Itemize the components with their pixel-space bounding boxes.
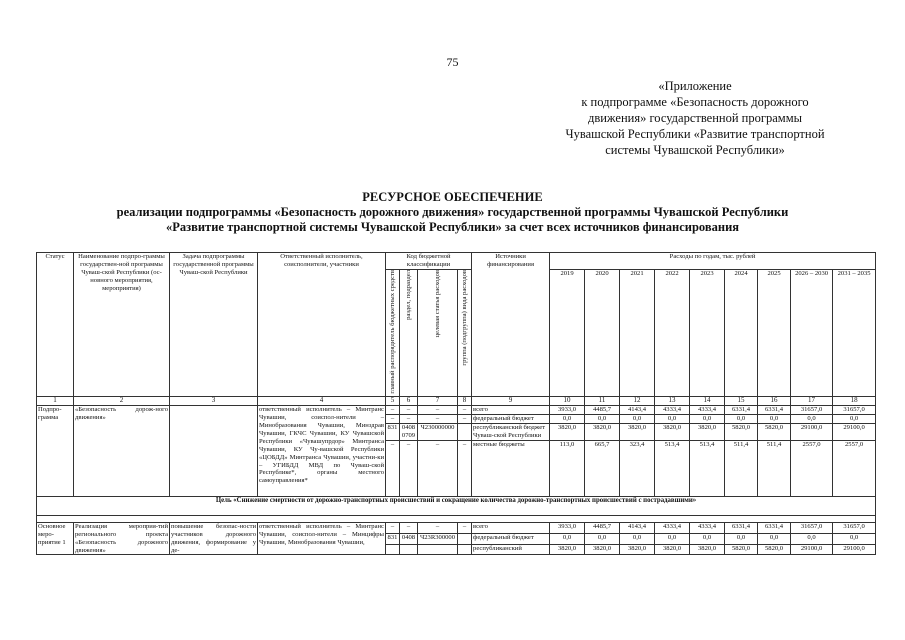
cell-value: 3820,0 [655, 424, 690, 441]
header-code-vr: группа (подгруппа) вида расходов [458, 269, 472, 397]
cell-value: 511,4 [758, 440, 791, 496]
col-number: 5 [386, 397, 400, 406]
cell-rz: – [400, 406, 418, 415]
cell-value: 2557,0 [833, 440, 876, 496]
row-task [170, 406, 258, 497]
cell-value: 6331,4 [725, 406, 758, 415]
cell-source: всего [472, 406, 550, 415]
cell-vr: – [458, 415, 472, 424]
cell-value: 3820,0 [585, 424, 620, 441]
header-budget-code: Код бюджетной классификации [386, 253, 472, 270]
header-expenses: Расходы по годам, тыс. рублей [550, 253, 876, 270]
cell-value: 4485,7 [585, 522, 620, 533]
cell-vr: – [458, 406, 472, 415]
cell-cs: – [418, 440, 458, 496]
col-number: 15 [725, 397, 758, 406]
cell-gr: 831 [386, 424, 400, 441]
appendix-line: движения» государственной программы [587, 111, 803, 125]
cell-rz: – [400, 440, 418, 496]
cell-cs: Ч230000000 [418, 424, 458, 441]
cell-cs: – [418, 406, 458, 415]
cell-value: 31657,0 [791, 522, 833, 533]
col-number: 16 [758, 397, 791, 406]
cell-value: 5820,0 [725, 424, 758, 441]
header-task: Задача подпрограммы государственной программы Чуваш-ской Республики [170, 253, 258, 397]
cell-cs: Ч23R300000 [418, 533, 458, 544]
cell-value: 0,0 [620, 533, 655, 544]
cell-source: местные бюджеты [472, 440, 550, 496]
cell-value: 3820,0 [550, 424, 585, 441]
cell-value: 3820,0 [690, 424, 725, 441]
appendix-line: «Приложение [658, 79, 732, 93]
table-row [37, 522, 876, 533]
appendix-line: Чувашской Республики «Развитие транспортной [565, 127, 825, 141]
cell-value: 29100,0 [791, 544, 833, 555]
header-year: 2020 [585, 269, 620, 397]
cell-value: 513,4 [690, 440, 725, 496]
cell-value: 3933,0 [550, 522, 585, 533]
header-year: 2026 – 2030 [791, 269, 833, 397]
appendix-line: к подпрограмме «Безопасность дорожного [581, 95, 809, 109]
col-number: 7 [418, 397, 458, 406]
cell-source: федеральный бюджет [472, 533, 550, 544]
document-title: РЕСУРСНОЕ ОБЕСПЕЧЕНИЕ [362, 190, 543, 204]
cell-value: 3933,0 [550, 406, 585, 415]
cell-value: 31657,0 [833, 406, 876, 415]
cell-value: 665,7 [585, 440, 620, 496]
header-year: 2025 [758, 269, 791, 397]
cell-value: 6331,4 [725, 522, 758, 533]
cell-value: 3820,0 [620, 544, 655, 555]
cell-rz: – [400, 522, 418, 533]
table-row [37, 406, 876, 415]
document-subtitle: «Развитие транспортной системы Чувашской Республики» за счет всех источников финансирования [165, 220, 740, 234]
cell-vr: – [458, 440, 472, 496]
cell-value: 31657,0 [833, 522, 876, 533]
cell-source: федеральный бюджет [472, 415, 550, 424]
document-heading [40, 190, 865, 235]
cell-value: 323,4 [620, 440, 655, 496]
header-year: 2021 [620, 269, 655, 397]
header-code-rz: раздел, подраздел [400, 269, 418, 397]
header-code-cs: целевая статья расходов [418, 269, 458, 397]
col-number: 14 [690, 397, 725, 406]
cell-rz [400, 544, 418, 555]
col-number: 2 [74, 397, 170, 406]
cell-value: 0,0 [690, 533, 725, 544]
cell-value: 0,0 [655, 533, 690, 544]
header-sources: Источники финансирования [472, 253, 550, 397]
cell-vr [458, 424, 472, 441]
header-year: 2031 – 2035 [833, 269, 876, 397]
header-code-gr: главный распорядитель бюджетных средств [386, 269, 400, 397]
col-number: 4 [258, 397, 386, 406]
cell-value: 4333,4 [655, 406, 690, 415]
cell-value: 4333,4 [690, 522, 725, 533]
cell-value: 2557,0 [791, 440, 833, 496]
cell-vr: – [458, 522, 472, 533]
col-number: 13 [655, 397, 690, 406]
cell-value: 5820,0 [758, 544, 791, 555]
col-number: 11 [585, 397, 620, 406]
cell-value: 29100,0 [833, 544, 876, 555]
cell-value: 3820,0 [585, 544, 620, 555]
header-year: 2023 [690, 269, 725, 397]
col-number: 3 [170, 397, 258, 406]
cell-value: 0,0 [690, 415, 725, 424]
cell-rz: 0408 [400, 533, 418, 544]
cell-value: 0,0 [833, 415, 876, 424]
row-executor: ответственный исполнитель – Минтранс Чувашии, соиспол-нители – Минцифры Чувашии, Минобразования Чувашии, [258, 522, 386, 555]
cell-value: 513,4 [655, 440, 690, 496]
goal-text: Цель «Снижение смертности от дорожно-транспортных происшествий и сокращение количества дорожно-транспортных происшествий с пострадавшими» [37, 496, 876, 515]
cell-value: 4333,4 [655, 522, 690, 533]
row-status: Основное меро-приятие 1 [37, 522, 74, 555]
cell-value: 3820,0 [655, 544, 690, 555]
cell-value: 511,4 [725, 440, 758, 496]
row-status: Подпро-грамма [37, 406, 74, 497]
cell-vr [458, 533, 472, 544]
document-subtitle: реализации подпрограммы «Безопасность дорожного движения» государственной программы Чувашской Республики [116, 205, 789, 219]
cell-cs: – [418, 415, 458, 424]
cell-value: 3820,0 [550, 544, 585, 555]
cell-gr: 831 [386, 533, 400, 544]
header-year: 2019 [550, 269, 585, 397]
cell-gr: – [386, 440, 400, 496]
table-header-row [37, 253, 876, 270]
col-number: 17 [791, 397, 833, 406]
cell-value: 29100,0 [833, 424, 876, 441]
cell-rz: – [400, 415, 418, 424]
col-number: 1 [37, 397, 74, 406]
cell-value: 4485,7 [585, 406, 620, 415]
cell-value: 0,0 [833, 533, 876, 544]
cell-value: 0,0 [550, 415, 585, 424]
cell-value: 6331,4 [758, 406, 791, 415]
spacer-row [37, 515, 876, 522]
header-name: Наименование подпро-граммы государствен-ной программы Чуваш-ской Республики (ос-новного мероприятия, мероприятия) [74, 253, 170, 397]
cell-source: всего [472, 522, 550, 533]
cell-value: 4143,4 [620, 406, 655, 415]
col-number: 6 [400, 397, 418, 406]
cell-value: 29100,0 [791, 424, 833, 441]
cell-vr [458, 544, 472, 555]
appendix-line: системы Чувашской Республики» [605, 143, 785, 157]
cell-gr: – [386, 406, 400, 415]
cell-value: 5820,0 [725, 544, 758, 555]
cell-value: 6331,4 [758, 522, 791, 533]
cell-value: 0,0 [585, 415, 620, 424]
cell-value: 0,0 [758, 533, 791, 544]
page-number: 75 [446, 55, 459, 69]
cell-cs [418, 544, 458, 555]
header-executor: Ответственный исполнитель, соисполнители, участники [258, 253, 386, 397]
col-number: 18 [833, 397, 876, 406]
cell-gr: – [386, 415, 400, 424]
header-year: 2022 [655, 269, 690, 397]
col-number: 10 [550, 397, 585, 406]
header-year: 2024 [725, 269, 758, 397]
cell-value: 31657,0 [791, 406, 833, 415]
goal-row [37, 496, 876, 515]
row-task: повышение безопас-ности участников дорожного движения, формирование у де- [171, 522, 256, 554]
cell-value: 0,0 [725, 415, 758, 424]
row-executor: ответственный исполнитель – Минтранс Чувашии, соиспол-нители – Минобразования Чувашии, Минздрав Чувашии, ГКЧС Чувашии, КУ Чувашской Республики «Чувашупрдор» Минтранса Чувашии, КУ Чу-вашской Республики «ЦОБДД» Минтранса Чувашии, участни-ки – УГИБДД МВД по Чуваш-ской Республике*, органы местного самоуправления* [258, 406, 386, 497]
cell-source: республиканский [472, 544, 550, 555]
cell-value: 4333,4 [690, 406, 725, 415]
cell-value: 113,0 [550, 440, 585, 496]
cell-cs: – [418, 522, 458, 533]
cell-gr [386, 544, 400, 555]
row-name: «Безопасность дорож-ного движения» [74, 406, 170, 497]
cell-value: 0,0 [758, 415, 791, 424]
row-name: Реализация мероприя-тий регионального проекта «Безопасность дорожного движения» [75, 522, 168, 554]
appendix-note [540, 78, 850, 158]
col-number: 9 [472, 397, 550, 406]
cell-value: 0,0 [620, 415, 655, 424]
col-number: 12 [620, 397, 655, 406]
cell-rz: 0408 0709 [400, 424, 418, 441]
cell-value: 0,0 [725, 533, 758, 544]
cell-value: 0,0 [791, 415, 833, 424]
resource-table [36, 252, 876, 555]
cell-gr: – [386, 522, 400, 533]
header-status: Статус [37, 253, 74, 397]
column-number-row [37, 397, 876, 406]
cell-value: 3820,0 [620, 424, 655, 441]
cell-value: 0,0 [550, 533, 585, 544]
cell-value: 0,0 [791, 533, 833, 544]
cell-value: 3820,0 [690, 544, 725, 555]
cell-source: республиканский бюджет Чуваш-ской Республики [472, 424, 550, 441]
cell-value: 5820,0 [758, 424, 791, 441]
col-number: 8 [458, 397, 472, 406]
cell-value: 4143,4 [620, 522, 655, 533]
cell-value: 0,0 [585, 533, 620, 544]
cell-value: 0,0 [655, 415, 690, 424]
